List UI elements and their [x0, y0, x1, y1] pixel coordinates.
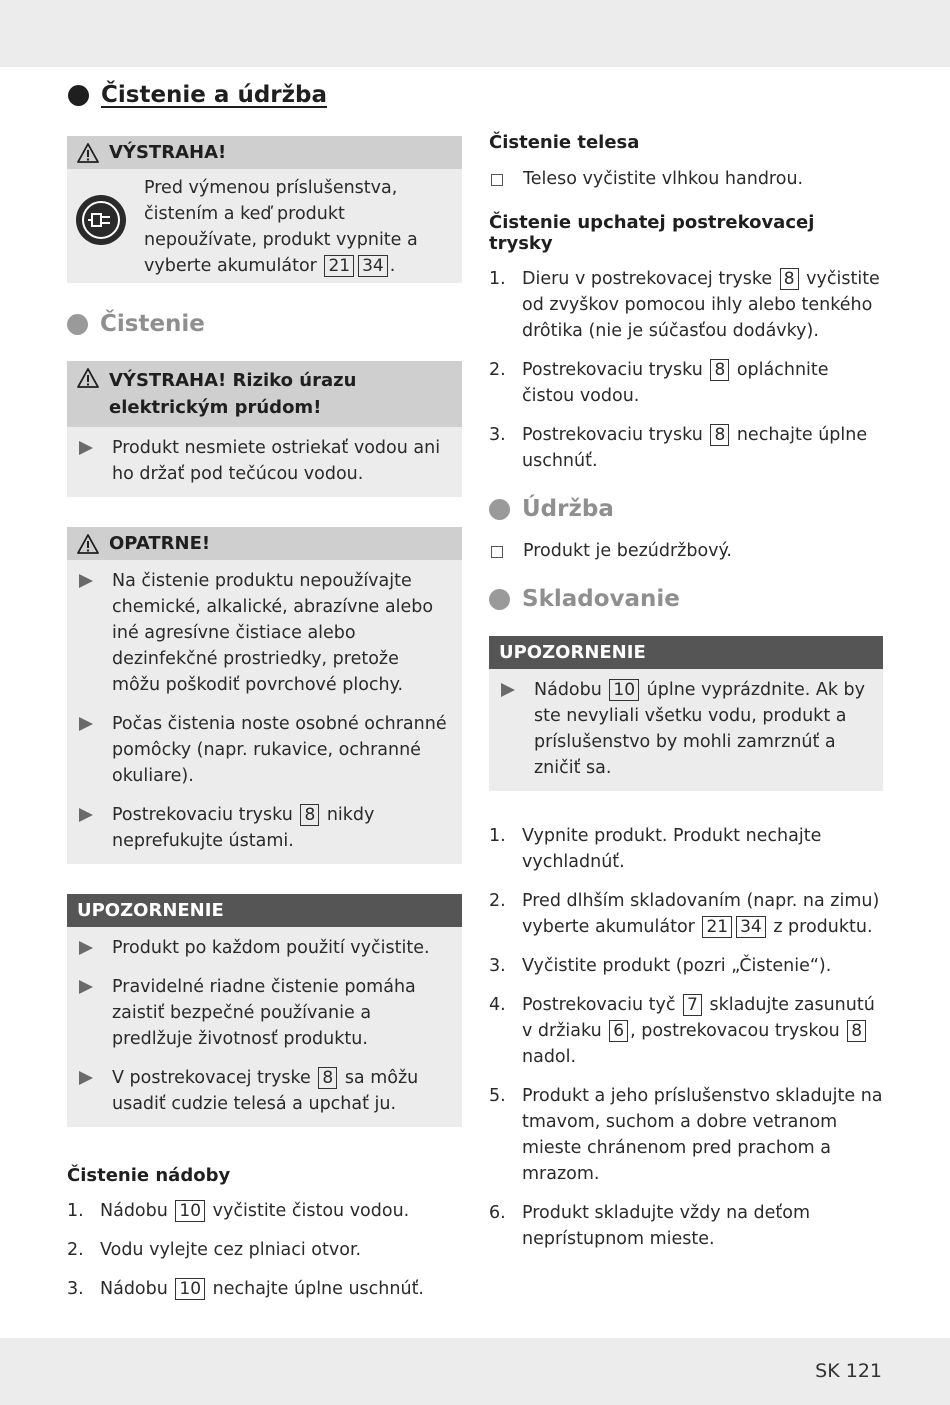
warning-box-1	[67, 136, 462, 283]
arrow-bullet-icon	[79, 441, 93, 455]
warning-triangle-icon	[77, 534, 99, 554]
warning1-text: Pred výmenou príslušenstva, čistením a keď produkt nepoužívate, produkt vypnite a vyberte akumulátor 21 34 .	[144, 178, 418, 276]
list-item: Postrekovaciu trysku 8 nikdy neprefukujte ústami.	[77, 802, 452, 854]
main-title: Čistenie a údržba	[68, 82, 327, 108]
container-steps	[67, 1198, 462, 1302]
arrow-bullet-icon	[79, 808, 93, 822]
bottom-band	[0, 1338, 950, 1405]
right-column	[489, 132, 883, 1265]
left-column	[67, 136, 462, 1315]
page-number: SK 121	[815, 1360, 882, 1382]
list-item: 3. Vyčistite produkt (pozri „Čistenie“).	[489, 956, 832, 976]
list-item: Pravidelné riadne čistenie pomáha zaistiť bezpečné používanie a predlžuje životnosť produktu.	[77, 974, 452, 1052]
list-item: V postrekovacej tryske 8 sa môžu usadiť cudzie telesá a upchať ju.	[77, 1065, 452, 1117]
warning-triangle-icon	[77, 143, 99, 163]
part-ref: 21	[324, 255, 354, 277]
section-maintenance: Údržba	[489, 496, 883, 522]
top-band	[0, 0, 950, 67]
part-ref: 8	[710, 424, 729, 446]
warning-header: VÝSTRAHA! Riziko úrazu elektrickým prúdom!	[67, 361, 462, 427]
arrow-bullet-icon	[79, 717, 93, 731]
arrow-bullet-icon	[79, 941, 93, 955]
part-ref: 10	[175, 1200, 205, 1222]
part-ref: 8	[780, 268, 799, 290]
list-item: 2. Pred dlhším skladovaním (napr. na zimu) vyberte akumulátor 21 34 z produktu.	[489, 891, 880, 937]
list-item: 6. Produkt skladujte vždy na deťom neprístupnom mieste.	[489, 1203, 811, 1249]
note-header: UPOZORNENIE	[67, 894, 462, 927]
warning-triangle-icon	[77, 368, 99, 388]
list-item: 1. Nádobu 10 vyčistite čistou vodou.	[67, 1201, 410, 1221]
list-item: 3. Postrekovaciu trysku 8 nechajte úplne uschnúť.	[489, 425, 868, 471]
part-ref: 8	[847, 1020, 866, 1042]
caution-header: OPATRNE!	[67, 527, 462, 560]
arrow-bullet-icon	[501, 683, 515, 697]
list-item: 5. Produkt a jeho príslušenstvo skladujte na tmavom, suchom a dobre vetranom mieste chránenom pred prachom a mrazom.	[489, 1086, 883, 1184]
part-ref: 10	[175, 1278, 205, 1300]
list-item: Produkt nesmiete ostriekať vodou ani ho držať pod tečúcou vodou.	[77, 435, 452, 487]
note-box	[67, 894, 462, 1127]
part-ref: 34	[736, 916, 766, 938]
bullet-dot-icon	[67, 314, 88, 335]
part-ref: 34	[358, 255, 388, 277]
storage-steps	[489, 823, 883, 1252]
storage-note-box	[489, 636, 883, 791]
part-ref: 7	[683, 994, 702, 1016]
caution-box	[67, 527, 462, 864]
bullet-dot-icon	[489, 499, 510, 520]
part-ref: 21	[702, 916, 732, 938]
part-ref: 8	[710, 359, 729, 381]
arrow-bullet-icon	[79, 574, 93, 588]
list-item: Produkt je bezúdržbový.	[489, 538, 883, 564]
section-cleaning: Čistenie	[67, 311, 462, 337]
part-ref: 8	[318, 1067, 337, 1089]
list-item: Produkt po každom použití vyčistite.	[77, 935, 452, 961]
checkbox-bullet-icon	[491, 174, 503, 186]
part-ref: 10	[609, 679, 639, 701]
part-ref: 8	[300, 804, 319, 826]
section-storage: Skladovanie	[489, 586, 883, 612]
list-item: 3. Nádobu 10 nechajte úplne uschnúť.	[67, 1279, 424, 1299]
bullet-dot-icon	[489, 589, 510, 610]
list-item: 4. Postrekovaciu tyč 7 skladujte zasunutú v držiaku 6 , postrekovacou tryskou 8 nadol.	[489, 995, 875, 1067]
list-item: Na čistenie produktu nepoužívajte chemické, alkalické, abrazívne alebo iné agresívne čistiace alebo dezinfekčné prostriedky, pretože môžu poškodiť povrchové plochy.	[77, 568, 452, 698]
list-item: Nádobu 10 úplne vyprázdnite. Ak by ste nevyliali všetku vodu, produkt a príslušenstvo by mohli zamrznúť a zničiť sa.	[499, 677, 873, 781]
list-item: 2. Postrekovaciu trysku 8 opláchnite čistou vodou.	[489, 360, 829, 406]
warning-box-2	[67, 361, 462, 497]
warning-header: VÝSTRAHA!	[67, 136, 462, 169]
arrow-bullet-icon	[79, 980, 93, 994]
checkbox-bullet-icon	[491, 546, 503, 558]
list-item: 2. Vodu vylejte cez plniaci otvor.	[67, 1240, 362, 1260]
list-item: 1. Dieru v postrekovacej tryske 8 vyčistite od zvyškov pomocou ihly alebo tenkého drôtika (nie je súčasťou dodávky).	[489, 269, 880, 341]
container-cleaning-title: Čistenie nádoby	[67, 1165, 231, 1186]
part-ref: 6	[609, 1020, 628, 1042]
nozzle-steps	[489, 266, 883, 474]
unplug-icon	[76, 195, 126, 245]
body-cleaning-title: Čistenie telesa	[489, 132, 640, 153]
list-item: 1. Vypnite produkt. Produkt nechajte vychladnúť.	[489, 826, 822, 872]
arrow-bullet-icon	[79, 1071, 93, 1085]
nozzle-cleaning-title: Čistenie upchatej postrekovacej trysky	[489, 212, 815, 254]
list-item: Počas čistenia noste osobné ochranné pomôcky (napr. rukavice, ochranné okuliare).	[77, 711, 452, 789]
bullet-dot-icon	[68, 85, 89, 106]
list-item: Teleso vyčistite vlhkou handrou.	[489, 166, 883, 192]
note-header: UPOZORNENIE	[489, 636, 883, 669]
